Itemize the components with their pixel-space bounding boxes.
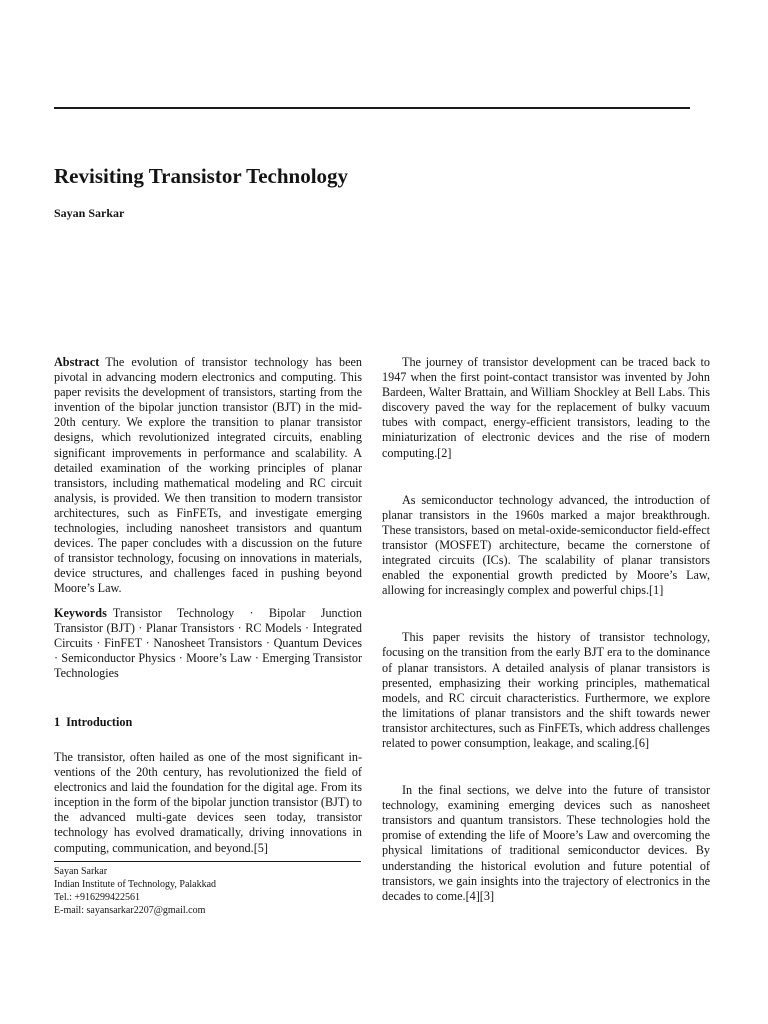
- abstract-label: Abstract: [54, 355, 100, 369]
- keywords-label: Keywords: [54, 605, 107, 620]
- right-column: [382, 355, 710, 904]
- footnote-email: E-mail: sayansarkar2207@gmail.com: [54, 905, 206, 916]
- footnote-telephone: Tel.: +916299422561: [54, 892, 141, 903]
- section-title: Introduction: [66, 714, 133, 729]
- author-footnote: [54, 865, 216, 917]
- introduction-paragraph: The transistor, often hailed as one of the most significant inventions of the 20th century, has revolutionized the field of electronics and laid the foundation for the digital age. From its inception in the form of the bipolar junction transistor (BJT) to the advanced multi-gate devices seen today, transistor technology has evolved dramatically, driving innovations in computing, communication, and beyond.[5]: [54, 749, 362, 855]
- section-number: 1: [54, 714, 61, 729]
- footnote-name: Sayan Sarkar: [54, 866, 108, 877]
- section-heading-introduction: [54, 715, 362, 730]
- body-paragraph: The journey of transistor development can be traced back to 1947 when the first point-contact transistor was invented by John Bardeen, Walter Brattain, and William Shockley at Bell Labs. This discovery paved the way for the replacement of bulky vacuum tubes with compact, energy-efficient transistors, leading to the miniaturization of electronic devices and the rise of modern computing.[2]: [382, 355, 710, 460]
- abstract-text: The evolution of transistor technology has been pivotal in advancing modern electronics and computing. This paper revisits the development of transistors, starting from the invention of the bipolar junction transistor (BJT) in the mid-20th century. We explore the transition to planar transistor designs, which revolutionized integrated circuits, enabling significant improvements in performance and scalability. A detailed examination of the working principles of planar transistors, including mathematical modeling and RC circuit analysis, is provided. We then transition to modern transistor architectures, such as FinFETs, and investigate emerging technologies, including nanosheet transistors and quantum devices. The paper concludes with a discussion on the future of transistor technology, focusing on innovations in materials, device structures, and challenges faced in pushing beyond Moore’s Law.: [54, 355, 362, 596]
- footnote-affiliation: Indian Institute of Technology, Palakkad: [54, 879, 217, 890]
- footnote-rule: [54, 861, 361, 862]
- paper-title: Revisiting Transistor Technology: [54, 164, 349, 188]
- keywords-text: Transistor Technology · Bipolar Junction Transistor (BJT) · Planar Transistors · RC Models · Integrated Circuits · FinFET · Nanosheet Transistors · Quantum Devices · Semiconductor Physics · Moore’s Law · Emerging Transistor Technologies: [54, 605, 362, 680]
- left-column: [54, 355, 362, 856]
- header-rule: [54, 107, 690, 109]
- keywords: [54, 606, 362, 681]
- body-paragraph: As semiconductor technology advanced, the introduction of planar transistors in the 1960s marked a major breakthrough. These transistors, based on metal-oxide-semiconductor field-effect transistor (MOSFET) architecture, became the cornerstone of integrated circuits (ICs). The scalability of planar transistors enabled the exponential growth predicted by Moore’s Law, allowing for increasingly complex and powerful chips.[1]: [382, 492, 710, 598]
- body-paragraph: This paper revisits the history of transistor technology, focusing on the transition from the early BJT era to the dominance of planar transistors. A detailed analysis of planar transistors is presented, emphasizing their working principles, mathematical models, and RC circuit characteristics. Furthermore, we explore the limitations of planar transistors and the shift towards newer transistor architectures, such as FinFETs, which address challenges related to power consumption, leakage, and scaling.[6]: [382, 630, 710, 750]
- body-paragraph: In the final sections, we delve into the future of transistor technology, examining emerging devices such as nanosheet transistors and quantum transistors. These technologies hold the promise of extending the life of Moore’s Law and overcoming the physical limitations of traditional semiconductor devices. By understanding the historical evolution and future potential of transistors, we gain insights into the trajectory of electronics in the decades to come.[4][3]: [382, 783, 710, 903]
- abstract: [54, 355, 362, 597]
- author-name: Sayan Sarkar: [54, 206, 125, 220]
